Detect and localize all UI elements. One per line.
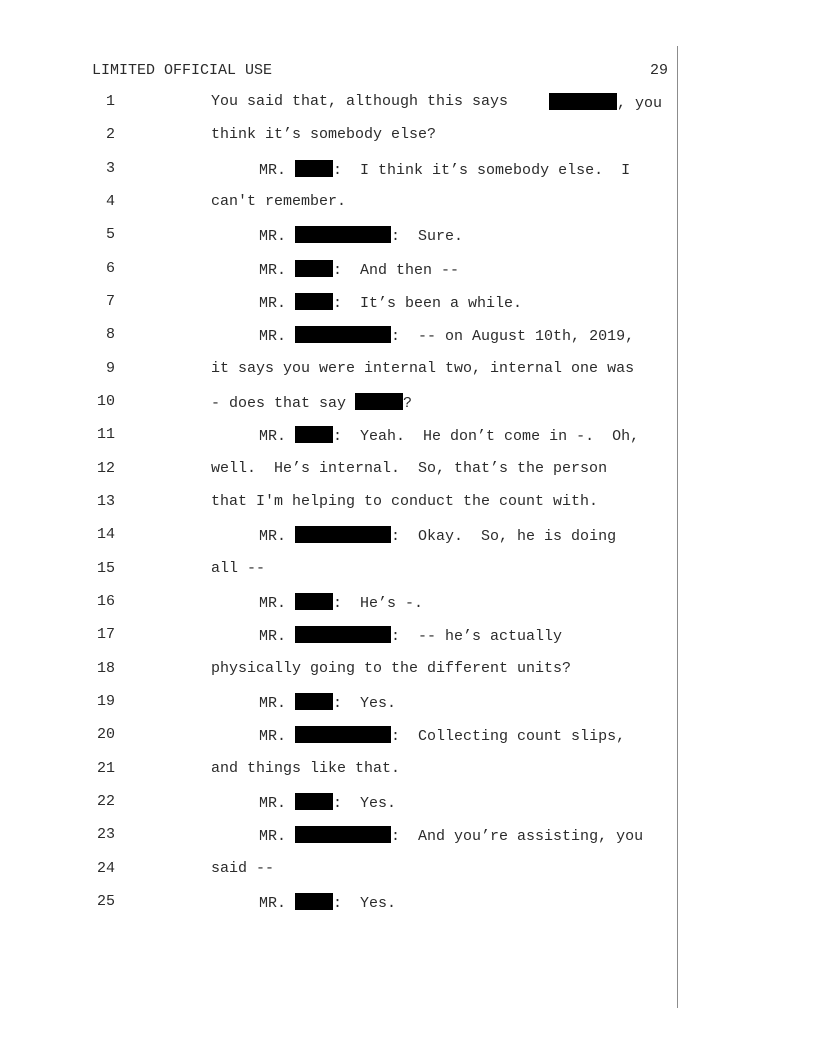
speech-text: : Okay. So, he is doing [391,528,617,545]
speaker-prefix: MR. [259,595,287,612]
speaker-prefix: MR. [259,828,287,845]
speaker-prefix: MR. [259,428,287,445]
line-number: 21 [96,760,115,777]
speech-text: : I think it’s somebody else. I [333,162,631,179]
redaction-box [295,426,333,443]
line-number: 13 [96,493,115,510]
redaction-box [295,326,391,343]
line-text [259,693,396,712]
transcript-line [0,726,676,750]
speaker-prefix: MR. [259,895,287,912]
right-margin-rule [677,46,678,1008]
speaker-prefix: MR. [259,328,287,345]
redaction-box [295,593,333,610]
line-number: 25 [96,893,115,910]
speaker-prefix: MR. [259,795,287,812]
speech-text: : -- he’s actually [391,628,563,645]
redaction-box [295,160,333,177]
transcript-line [0,393,676,417]
redaction-box [295,826,391,843]
transcript-line [0,826,676,850]
line-number: 19 [96,693,115,710]
line-text [259,293,522,312]
transcript-line [0,793,676,817]
speech-text: : And you’re assisting, you [391,828,644,845]
transcript-line [0,526,676,550]
line-text [259,626,562,645]
line-number: 7 [105,293,115,310]
speech-text: : It’s been a while. [333,295,523,312]
line-number: 12 [96,460,115,477]
redaction-box [295,626,391,643]
line-text [211,93,662,112]
speaker-prefix: MR. [259,728,287,745]
line-number: 16 [96,593,115,610]
redaction-box [295,526,391,543]
transcript-line [0,260,676,284]
transcript-line [0,226,676,250]
line-text [259,726,625,745]
line-number: 3 [105,160,115,177]
line-text [259,260,459,279]
transcript-line [0,360,676,384]
line-text [259,226,463,245]
line-number: 8 [105,326,115,343]
line-text [259,893,396,912]
transcript-line [0,760,676,784]
line-number: 10 [96,393,115,410]
redaction-box [295,893,333,910]
redaction-box [295,260,333,277]
transcript-line [0,126,676,150]
speech-text: : -- on August 10th, 2019, [391,328,635,345]
speaker-prefix: MR. [259,295,287,312]
line-text: it says you were internal two, internal one was [211,360,635,377]
speaker-prefix: MR. [259,528,287,545]
transcript-line [0,193,676,217]
transcript-line [0,893,676,917]
line-number: 22 [96,793,115,810]
speaker-prefix: MR. [259,628,287,645]
line-text: can't remember. [211,193,347,210]
transcript-line [0,493,676,517]
speaker-prefix: MR. [259,228,287,245]
line-number: 9 [105,360,115,377]
line-number: 11 [96,426,115,443]
line-text: physically going to the different units? [211,660,572,677]
line-number: 1 [105,93,115,110]
speech-text: : Yes. [333,695,397,712]
line-text [259,160,630,179]
page-number: 29 [649,62,668,79]
redaction-box [295,726,391,743]
redaction-box [295,293,333,310]
line-text: that I'm helping to conduct the count with. [211,493,599,510]
classification-header: LIMITED OFFICIAL USE [92,62,273,79]
line-number: 2 [105,126,115,143]
transcript-line [0,860,676,884]
line-text [259,793,396,812]
line-number: 24 [96,860,115,877]
transcript-line [0,593,676,617]
transcript-line [0,93,676,117]
redaction-box [295,793,333,810]
line-text: think it’s somebody else? [211,126,437,143]
line-number: 23 [96,826,115,843]
line-number: 5 [105,226,115,243]
line-number: 15 [96,560,115,577]
line-number: 20 [96,726,115,743]
transcript-line [0,560,676,584]
line-number: 17 [96,626,115,643]
speaker-prefix: MR. [259,262,287,279]
speech-text: : And then -- [333,262,460,279]
speech-text: : Yeah. He don’t come in -. Oh, [333,428,640,445]
transcript-line [0,293,676,317]
line-text-part: , you [616,95,662,112]
transcript-line [0,660,676,684]
redaction-box [295,226,391,243]
line-text: and things like that. [211,760,401,777]
line-text: said -- [211,860,275,877]
line-number: 6 [105,260,115,277]
line-text [211,393,412,412]
speech-text: : Yes. [333,795,397,812]
speech-text: : Yes. [333,895,397,912]
transcript-line [0,326,676,350]
transcript-line [0,626,676,650]
line-text: well. He’s internal. So, that’s the person [211,460,608,477]
speaker-prefix: MR. [259,162,287,179]
transcript-line [0,426,676,450]
line-text-part: - does that say [211,395,356,412]
line-number: 4 [105,193,115,210]
line-text [259,593,423,612]
line-text-part: You said that, although this says [211,93,509,110]
speech-text: : He’s -. [333,595,424,612]
line-text: all -- [211,560,266,577]
line-text [259,526,616,545]
line-text-part: ? [403,395,413,412]
line-number: 14 [96,526,115,543]
line-number: 18 [96,660,115,677]
speech-text: : Sure. [391,228,464,245]
redaction-box [549,93,617,110]
line-text [259,326,634,345]
line-text [259,826,643,845]
redaction-box [355,393,403,410]
redaction-box [295,693,333,710]
transcript-line [0,460,676,484]
transcript-line [0,693,676,717]
transcript-line [0,160,676,184]
line-text [259,426,639,445]
speaker-prefix: MR. [259,695,287,712]
speech-text: : Collecting count slips, [391,728,626,745]
